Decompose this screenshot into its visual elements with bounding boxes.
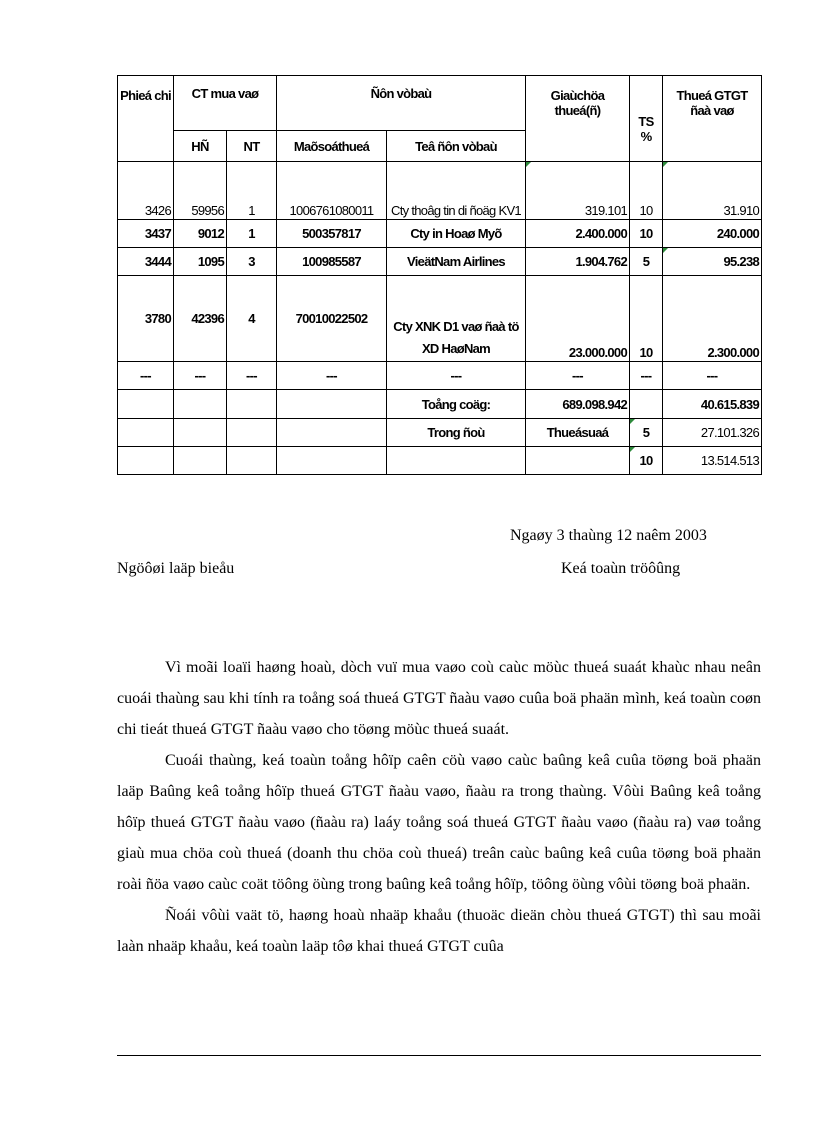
- cell-thue: 240.000: [663, 220, 762, 248]
- table-row: [118, 276, 762, 362]
- cell-mst: 1006761080011: [277, 162, 387, 220]
- cell-thue: 95.238: [663, 248, 762, 276]
- header-thue-gtgt: Thueá GTGT ñaà vaø: [663, 76, 762, 162]
- header-ma-so-thue: Maõsoáthueá: [277, 131, 387, 162]
- cell-phieu: 3426: [118, 162, 174, 220]
- cell-hd: 9012: [174, 220, 227, 248]
- header-don-vi-ban: Ñôn vòbaù: [277, 76, 526, 131]
- paragraph-2: Cuoái thaùng, keá toaùn toång hôïp caên cöù vaøo caùc baûng keâ cuûa töøng boä phaän laäp Baûng keâ toång hôïp thueá GTGT ñaàu vaøo, ñaàu ra trong thaùng. Vôùi Baûng keâ toång hôïp thueá GTGT ñaàu vaøo (ñaàu ra) laáy toång soá thueá GTGT ñaàu vaøo (ñaàu ra) vaø toång giaù mua chöa coù thueá (doanh thu chöa coù thueá) treân caùc baûng keâ cuûa töøng boä phaän roài ñöa vaøo caùc coät töông öùng trong baûng keâ toång hôïp, töông öùng vôùi töøng boä phaän.: [117, 752, 761, 893]
- cell-ten: Cty thoâg tin di ñoäg KV1: [387, 162, 526, 220]
- thue-suat-label: Thueásuaá: [526, 419, 630, 447]
- header-ts: TS %: [630, 76, 663, 162]
- cell-mst: 100985587: [277, 248, 387, 276]
- cell-gia: 2.400.000: [526, 220, 630, 248]
- total-gia: 689.098.942: [526, 390, 630, 419]
- cell-hd: ---: [174, 362, 227, 390]
- header-ct-mua-vao: CT mua vaø: [174, 76, 277, 131]
- table-row: [118, 248, 762, 276]
- cell-phieu: 3437: [118, 220, 174, 248]
- thue5-cell: 27.101.326: [663, 419, 762, 447]
- cell-mst: 70010022502: [277, 276, 387, 362]
- cell-phieu: 3780: [118, 276, 174, 362]
- cell-thue: 31.910: [663, 162, 762, 220]
- cell-gia: 1.904.762: [526, 248, 630, 276]
- footer-rule: [117, 1055, 761, 1056]
- accountant-label: Keá toaùn tröôûng: [561, 560, 681, 577]
- paragraph-1: Vì moãi loaïi haøng hoaù, dòch vuï mua vaøo coù caùc möùc thueá suaát khaùc nhau neân cuoái thaùng sau khi tính ra toång soá thueá GTGT ñaàu vaøo cuûa boä phaän mình, keá toaùn coøn chi tieát thueá GTGT ñaàu vaøo cho töøng möùc thueá suaát.: [117, 659, 761, 738]
- ts5-cell: 5: [630, 419, 663, 447]
- cell-thue: ---: [663, 362, 762, 390]
- total-row: [118, 390, 762, 419]
- cell-phieu: 3444: [118, 248, 174, 276]
- cell-nt: 3: [227, 248, 277, 276]
- body-text: [117, 652, 761, 962]
- cell-hd: 59956: [174, 162, 227, 220]
- cell-nt: 1: [227, 162, 277, 220]
- paragraph-3: Ñoái vôùi vaät tö, haøng hoaù nhaäp khaåu (thuoäc dieän chòu thueá GTGT) thì sau moãi laàn nhaäp khaåu, keá toaùn laäp tôø khai thueá GTGT cuûa: [117, 907, 761, 955]
- table-row: [118, 162, 762, 220]
- table-row: [118, 220, 762, 248]
- cell-ten: ---: [387, 362, 526, 390]
- total-label: Toång coäg:: [387, 390, 526, 419]
- cell-nt: ---: [227, 362, 277, 390]
- cell-ten: Cty in Hoaø Myõ: [387, 220, 526, 248]
- cell-ten: Cty XNK D1 vaø ñaà tö XD HaøNam: [387, 276, 526, 362]
- table-row: [118, 362, 762, 390]
- breakdown-row-5: [118, 419, 762, 447]
- cell-gia: 23.000.000: [526, 276, 630, 362]
- header-gia-chua-thue: Giaùchöa thueá(ñ): [526, 76, 630, 162]
- total-thue: 40.615.839: [663, 390, 762, 419]
- header-nt: NT: [227, 131, 277, 162]
- cell-ts: ---: [630, 362, 663, 390]
- cell-ts: 10: [630, 162, 663, 220]
- cell-hd: 42396: [174, 276, 227, 362]
- breakdown-row-10: [118, 447, 762, 475]
- cell-nt: 4: [227, 276, 277, 362]
- cell-gia: ---: [526, 362, 630, 390]
- date-line: Ngaøy 3 thaùng 12 naêm 2003: [510, 527, 707, 544]
- cell-thue: 2.300.000: [663, 276, 762, 362]
- cell-phieu: ---: [118, 362, 174, 390]
- thue10-cell: 13.514.513: [663, 447, 762, 475]
- cell-hd: 1095: [174, 248, 227, 276]
- header-hd: HÑ: [174, 131, 227, 162]
- cell-mst: ---: [277, 362, 387, 390]
- cell-mst: 500357817: [277, 220, 387, 248]
- header-ten-don-vi: Teâ ñôn vòbaù: [387, 131, 526, 162]
- cell-gia: 319.101: [526, 162, 630, 220]
- header-phieu-chi: Phieá chi: [118, 76, 174, 162]
- ts10-cell: 10: [630, 447, 663, 475]
- trong-do-label: Trong ñoù: [387, 419, 526, 447]
- cell-ts: 5: [630, 248, 663, 276]
- cell-ten: VieätNam Airlines: [387, 248, 526, 276]
- cell-nt: 1: [227, 220, 277, 248]
- cell-ts: 10: [630, 276, 663, 362]
- preparer-label: Ngöôøi laäp bieåu: [117, 560, 235, 577]
- cell-ts: 10: [630, 220, 663, 248]
- tax-summary-table: [117, 75, 762, 475]
